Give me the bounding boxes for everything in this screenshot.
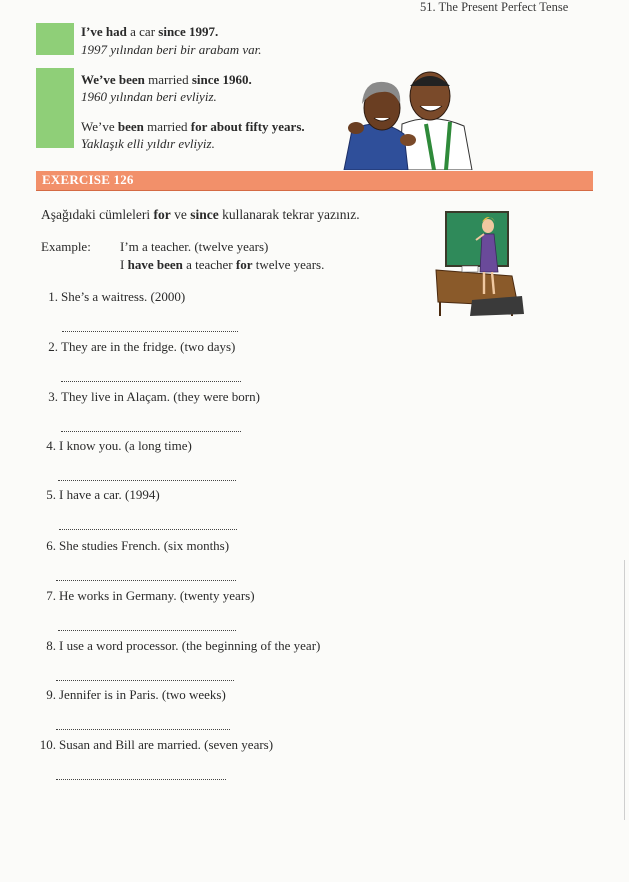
- exercise-instruction: Aşağıdaki cümleleri for ve since kullanarak tekrar yazınız.: [41, 207, 360, 222]
- teacher-illustration: [432, 210, 524, 318]
- answer-line[interactable]: [56, 729, 230, 730]
- exercise-item-number: 4.: [46, 438, 56, 453]
- exercise-item-text: She’s a waitress. (2000): [61, 289, 186, 304]
- exercise-item-text: He works in Germany. (twenty years): [59, 588, 255, 603]
- exercise-item-text: I know you. (a long time): [59, 438, 192, 453]
- exercise-item-number: 1.: [48, 289, 58, 304]
- exercise-item-number: 6.: [46, 538, 56, 553]
- exercise-header-bar: [36, 171, 593, 191]
- example-answer: I have been a teacher for twelve years.: [120, 257, 325, 272]
- example-label: Example:: [41, 239, 91, 254]
- exercise-item-number: 9.: [46, 687, 56, 702]
- example-marker-1: [36, 23, 74, 55]
- exercise-item-text: They live in Alaçam. (they were born): [61, 389, 260, 404]
- example-translation-1: 1997 yılından beri bir arabam var.: [81, 42, 262, 57]
- exercise-item-text: They are in the fridge. (two days): [61, 339, 236, 354]
- answer-line[interactable]: [56, 680, 234, 681]
- example-sentence-1: I’ve had a car since 1997.: [81, 24, 219, 39]
- example-translation-2: 1960 yılından beri evliyiz.: [81, 89, 217, 104]
- answer-line[interactable]: [62, 331, 238, 332]
- answer-line[interactable]: [56, 779, 226, 780]
- example-prompt: I’m a teacher. (twelve years): [120, 239, 269, 254]
- exercise-item-number: 3.: [48, 389, 58, 404]
- example-marker-2: [36, 68, 74, 148]
- couple-illustration: [342, 64, 474, 170]
- exercise-item-number: 8.: [46, 638, 56, 653]
- exercise-item-number: 5.: [46, 487, 56, 502]
- answer-line[interactable]: [56, 580, 236, 581]
- exercise-item-text: Jennifer is in Paris. (two weeks): [59, 687, 226, 702]
- answer-line[interactable]: [59, 529, 237, 530]
- page-edge-line: [624, 560, 625, 820]
- example-translation-3: Yaklaşık elli yıldır evliyiz.: [81, 136, 215, 151]
- exercise-item-number: 10.: [39, 737, 56, 752]
- exercise-item-number: 2.: [48, 339, 58, 354]
- answer-line[interactable]: [61, 381, 241, 382]
- exercise-item-text: I have a car. (1994): [59, 487, 160, 502]
- answer-line[interactable]: [58, 630, 236, 631]
- exercise-item-text: Susan and Bill are married. (seven years): [59, 737, 274, 752]
- exercise-item-number: 7.: [46, 588, 56, 603]
- answer-line[interactable]: [58, 480, 236, 481]
- answer-line[interactable]: [61, 431, 241, 432]
- example-sentence-2: We’ve been married since 1960.: [81, 72, 252, 87]
- exercise-item-text: I use a word processor. (the beginning of the year): [59, 638, 321, 653]
- exercise-item-text: She studies French. (six months): [59, 538, 230, 553]
- example-sentence-3: We’ve been married for about fifty years.: [81, 119, 305, 134]
- page-header: 51. The Present Perfect Tense: [420, 0, 569, 14]
- exercise-title: EXERCISE 126: [42, 172, 134, 187]
